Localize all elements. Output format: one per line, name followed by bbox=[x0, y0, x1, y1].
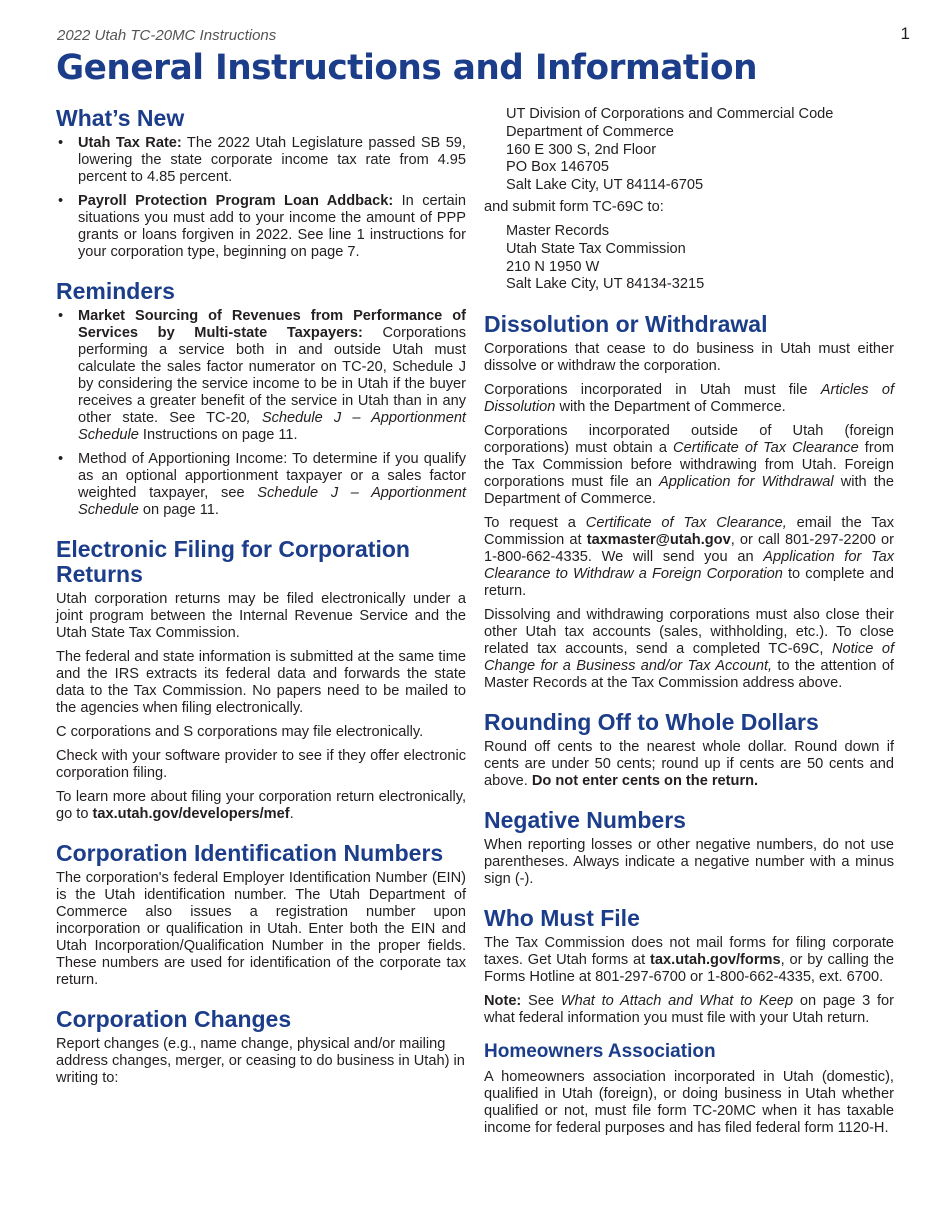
paragraph: Check with your software provider to see if they offer electronic corporation filing. bbox=[56, 748, 466, 781]
whats-new-section bbox=[56, 106, 466, 261]
text: from the Tax Commission before withdrawing from Utah. Foreign corporations must file an bbox=[484, 440, 894, 491]
text: Dissolving and withdrawing corporations must also close their other Utah tax accounts (sales, withholding, etc.). To close related tax accounts, send a completed TC-69C, bbox=[484, 607, 894, 658]
text: on page 3 for what federal information you must file with your Utah return. bbox=[484, 993, 895, 1027]
changes-heading: Corporation Changes bbox=[56, 1006, 292, 1032]
address-line: Salt Lake City, UT 84134-3215 bbox=[506, 276, 705, 293]
paragraph: Utah corporation returns may be filed electronically under a joint program between the Internal Revenue Service and the Utah State Tax Commission. bbox=[56, 591, 466, 641]
address-line: UT Division of Corporations and Commercial Code bbox=[506, 106, 834, 122]
list-item bbox=[56, 135, 466, 186]
list-item bbox=[56, 193, 466, 261]
paragraph bbox=[484, 739, 894, 790]
text: Corporations incorporated outside of Utah (foreign corporations) must obtain a bbox=[484, 423, 894, 457]
item-italic: , Schedule J – Apportionment Schedule bbox=[78, 410, 466, 443]
paragraph bbox=[484, 423, 894, 508]
address-line: Department of Commerce bbox=[506, 123, 674, 140]
address-line: 210 N 1950 W bbox=[506, 258, 600, 275]
address-line: Master Records bbox=[506, 222, 609, 239]
item-text: In certain situations you must add to your income the amount of PPP grants or loans forgiven in 2022. See line 1 instructions for your corporation type, beginning on page 7. bbox=[78, 193, 466, 260]
paragraph: When reporting losses or other negative numbers, do not use parentheses. Always indicate a negative number with a minus sign (-). bbox=[484, 837, 894, 888]
text: Corporations incorporated in Utah must file bbox=[484, 382, 821, 399]
text: To request a bbox=[484, 515, 586, 532]
text: , or call 801-297-2200 or 1-800-662-4335. We will send you an bbox=[484, 532, 894, 566]
text: , or by calling the Forms Hotline at 801-297-6700 or 1-800-662-4335, ext. 6700. bbox=[484, 952, 894, 986]
paragraph: The corporation's federal Employer Identification Number (EIN) is the Utah identification number. The Utah Department of Commerce also issues a registration number upon incorporation or qualification in Utah. Enter both the EIN and Utah Incorporation/Qualification Number in the proper fields. These numbers are used for identification of the corporate tax return. bbox=[56, 870, 466, 988]
address-line: Utah State Tax Commission bbox=[506, 240, 686, 257]
paragraph bbox=[484, 382, 894, 416]
item-text: Corporations performing a service both in and outside Utah must calculate the sales factor numerator on TC-20, Schedule J by considering the service income to be in Utah if the buyer receives a greater benefit of the service in Utah than in any other state. See TC-20 bbox=[78, 325, 466, 426]
italic-text: What to Attach and What to Keep bbox=[560, 993, 794, 1010]
list-item bbox=[56, 308, 466, 444]
page-number: 1 bbox=[900, 24, 910, 43]
electronic-filing-section bbox=[56, 537, 466, 823]
homeowners-heading: Homeowners Association bbox=[484, 1041, 716, 1063]
item-label: Utah Tax Rate: bbox=[78, 135, 182, 151]
negative-numbers-heading: Negative Numbers bbox=[484, 807, 686, 834]
paragraph: C corporations and S corporations may file electronically. bbox=[56, 724, 424, 740]
identification-heading: Corporation Identification Numbers bbox=[56, 840, 444, 866]
address-line: PO Box 146705 bbox=[506, 159, 610, 176]
dissolution-heading: Dissolution or Withdrawal bbox=[484, 311, 768, 338]
text: The Tax Commission does not mail forms for filing corporate taxes. Get Utah forms at bbox=[484, 935, 894, 969]
changes-section bbox=[56, 1007, 466, 1087]
item-text: Instructions on page 11. bbox=[138, 427, 298, 443]
item-label: Market Sourcing of Revenues from Performance of Services by Multi-state Taxpayers: bbox=[78, 308, 466, 341]
paragraph: Report changes (e.g., name change, physical and/or mailing address changes, merger, or ceasing to do business in Utah) in writing to: bbox=[56, 1036, 465, 1086]
forms-link[interactable]: tax.utah.gov/forms bbox=[650, 952, 781, 969]
whats-new-heading: What’s New bbox=[56, 105, 185, 131]
item-text: on page 11. bbox=[138, 502, 219, 518]
electronic-filing-heading: Electronic Filing for Corporation Returns bbox=[56, 536, 410, 587]
paragraph: The federal and state information is submitted at the same time and the IRS extracts its federal data and forwards the state data to the Tax Commission. No papers need to be mailed to the agencies when filing electronically. bbox=[56, 649, 466, 716]
paragraph bbox=[484, 515, 894, 600]
text: to complete and return. bbox=[484, 566, 894, 600]
reminders-section bbox=[56, 279, 466, 519]
note-label: Note: bbox=[484, 993, 522, 1010]
italic-text: Notice of Change for a Business and/or Tax Account, bbox=[484, 641, 894, 675]
paragraph bbox=[56, 789, 466, 823]
note-paragraph bbox=[484, 993, 894, 1027]
text: with the Department of Commerce. bbox=[484, 474, 894, 508]
rounding-section bbox=[484, 710, 894, 790]
text: . bbox=[289, 806, 294, 822]
negative-numbers-section bbox=[484, 808, 894, 888]
item-label: Payroll Protection Program Loan Addback: bbox=[78, 193, 394, 209]
paragraph bbox=[484, 607, 894, 692]
text: To learn more about filing your corporation return electronically, go to bbox=[56, 789, 466, 822]
running-head: 2022 Utah TC-20MC Instructions bbox=[57, 27, 277, 44]
address-line: Salt Lake City, UT 84114-6705 bbox=[506, 177, 704, 194]
left-column bbox=[56, 106, 466, 1094]
italic-text: Certificate of Tax Clearance bbox=[673, 440, 859, 457]
address-line: 160 E 300 S, 2nd Floor bbox=[506, 141, 657, 158]
tax-commission-address bbox=[484, 223, 894, 294]
bold-text: Do not enter cents on the return. bbox=[531, 773, 759, 790]
text: Round off cents to the nearest whole dollar. Round down if cents are under 50 cents; round up if cents are 50 cents and above. bbox=[484, 739, 894, 790]
text: email the Tax Commission at bbox=[484, 515, 894, 549]
who-must-file-heading: Who Must File bbox=[484, 905, 640, 932]
text: to the attention of Master Records at the Tax Commission address above. bbox=[484, 658, 894, 692]
item-text: Method of Apportioning Income: To determine if you qualify as an optional apportionment taxpayer or a sales factor weighted taxpayer, see bbox=[78, 451, 466, 501]
reminders-heading: Reminders bbox=[56, 278, 175, 304]
text: See bbox=[521, 993, 561, 1010]
italic-text: Application for Tax Clearance to Withdraw a Foreign Corporation bbox=[484, 549, 894, 583]
item-text: The 2022 Utah Legislature passed SB 59, lowering the state corporate income tax rate from 4.95 percent to 4.85 percent. bbox=[78, 135, 466, 185]
paragraph: and submit form TC-69C to: bbox=[484, 198, 664, 215]
italic-text: Articles of Dissolution bbox=[484, 382, 894, 416]
who-must-file-section bbox=[484, 906, 894, 1027]
dissolution-section bbox=[484, 312, 894, 692]
paragraph: Corporations that cease to do business in Utah must either dissolve or withdraw the corporation. bbox=[484, 341, 894, 375]
italic-text: Application for Withdrawal bbox=[659, 474, 834, 491]
paragraph: A homeowners association incorporated in Utah (domestic), qualified in Utah (foreign), or doing business in Utah whether qualified or not, must file form TC-20MC when it has taxable income for federal purposes and has filed federal form 1120-H. bbox=[484, 1069, 894, 1137]
commerce-address bbox=[484, 106, 894, 195]
text: with the Department of Commerce. bbox=[555, 399, 786, 416]
homeowners-section bbox=[484, 1041, 894, 1137]
item-italic: Schedule J – Apportionment Schedule bbox=[78, 485, 466, 518]
email-link[interactable]: taxmaster@utah.gov bbox=[586, 532, 731, 549]
paragraph bbox=[484, 935, 894, 986]
identification-section bbox=[56, 841, 466, 989]
page-title: General Instructions and Information bbox=[56, 48, 758, 88]
right-column bbox=[484, 106, 894, 1144]
mef-link[interactable]: tax.utah.gov/developers/mef bbox=[92, 806, 290, 822]
rounding-heading: Rounding Off to Whole Dollars bbox=[484, 709, 819, 736]
italic-text: Certificate of Tax Clearance, bbox=[585, 515, 787, 532]
list-item bbox=[56, 451, 466, 519]
